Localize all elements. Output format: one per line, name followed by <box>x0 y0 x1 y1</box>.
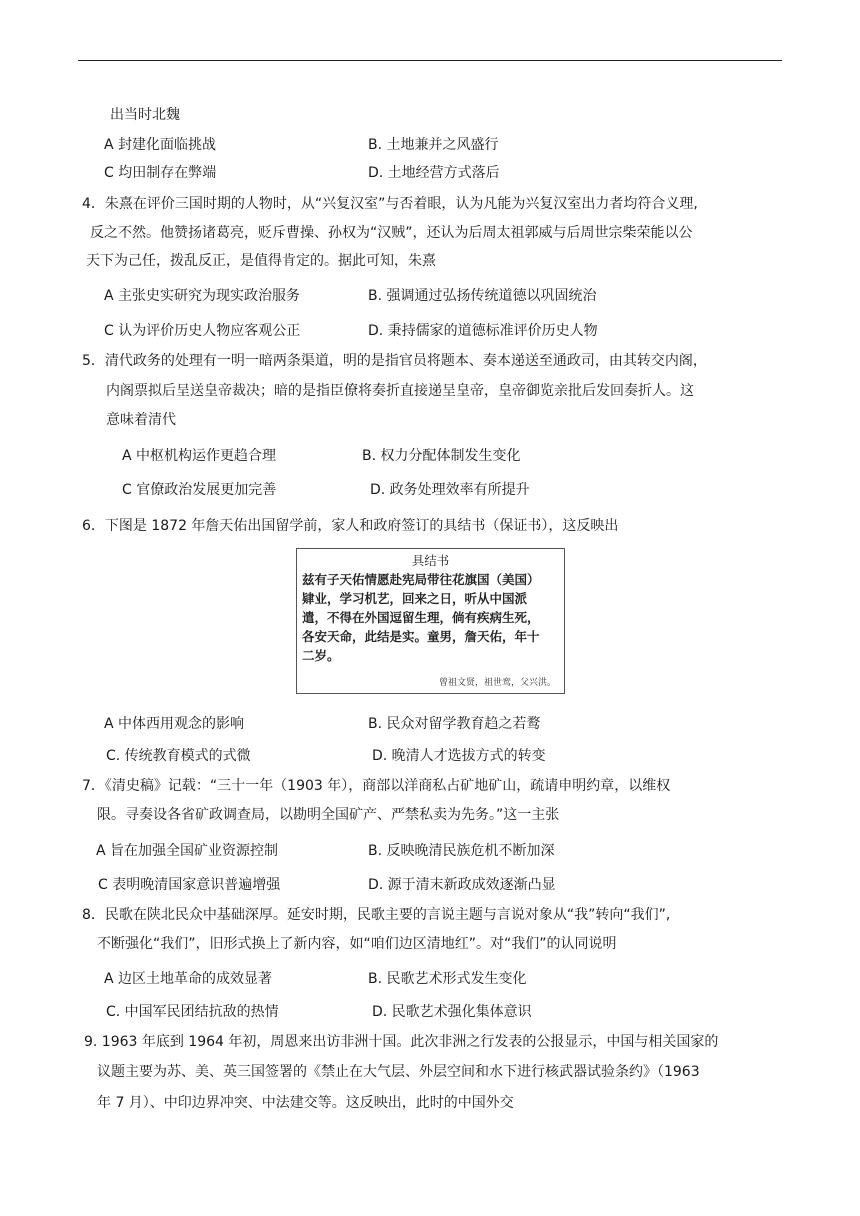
q7-option-d: D. 源于清末新政成效逐渐凸显 <box>368 877 556 893</box>
certificate-signature: 曾祖文贤，祖世鸾，父兴洪。 <box>438 678 556 688</box>
q4-option-d: D. 秉持儒家的道德标准评价历史人物 <box>368 323 598 339</box>
q8-option-b: B. 民歌艺术形式发生变化 <box>368 971 527 987</box>
q5-option-b: B. 权力分配体制发生变化 <box>362 448 521 464</box>
q7-stem-line: 限。寻奏设各省矿政调查局，以勘明全国矿产、严禁私卖为先务。”这一主张 <box>97 807 560 823</box>
certificate-text-line: 兹有子天佑情愿赴宪局带往花旗国（美国） <box>302 572 540 587</box>
q6-option-a: A 中体西用观念的影响 <box>104 716 245 732</box>
q7-option-c: C 表明晚清国家意识普遍增强 <box>98 877 281 893</box>
q4-option-a: A 主张史实研究为现实政治服务 <box>104 288 301 304</box>
q6-option-b: B. 民众对留学教育趋之若鹜 <box>368 716 541 732</box>
q7-stem-line: 7．《清史稿》记载：“三十一年（1903 年），商部以洋商私占矿地矿山，疏请申明约章，以维权 <box>82 778 671 794</box>
q7-option-b: B. 反映晚清民族危机不断加深 <box>368 843 555 859</box>
q5-option-d: D. 政务处理效率有所提升 <box>370 482 530 498</box>
certificate-text-line: 二岁。 <box>302 648 340 663</box>
q3-option-c: C 均田制存在弊端 <box>104 165 217 181</box>
q8-option-c: C. 中国军民团结抗敌的热情 <box>106 1004 279 1020</box>
q5-stem-line: 5．清代政务的处理有一明一暗两条渠道，明的是指官员将题本、奏本递送至通政司，由其转交内阁， <box>82 353 707 369</box>
certificate-text-line: 肄业，学习机艺，回来之日，听从中国派 <box>302 591 528 606</box>
q9-stem-line: 议题主要为苏、美、英三国签署的《禁止在大气层、外层空间和水下进行核武器试验条约》（1963 <box>97 1064 700 1080</box>
q7-option-a: A 旨在加强全国矿业资源控制 <box>96 843 279 859</box>
q6-option-c: C. 传统教育模式的式微 <box>106 748 251 764</box>
q5-option-c: C 官僚政治发展更加完善 <box>122 482 277 498</box>
q5-option-a: A 中枢机构运作更趋合理 <box>122 448 277 464</box>
q4-stem-line: 反之不然。他赞扬诸葛亮，贬斥曹操、孙权为“汉贼”，还认为后周太祖郭威与后周世宗柴荣能以公 <box>90 225 693 241</box>
q5-stem-line: 意味着清代 <box>106 412 176 428</box>
q4-stem-line: 4．朱熹在评价三国时期的人物时，从“兴复汉室”与否着眼，认为凡能为兴复汉室出力者均符合义理, <box>82 196 698 212</box>
q3-option-d: D. 土地经营方式落后 <box>368 165 500 181</box>
guarantee-certificate-image <box>296 548 565 694</box>
q9-stem-line: 9. 1963 年底到 1964 年初，周恩来出访非洲十国。此次非洲之行发表的公报显示，中国与相关国家的 <box>84 1034 719 1050</box>
q5-stem-line: 内阁票拟后呈送皇帝裁决；暗的是指臣僚将奏折直接递呈皇帝，皇帝御览亲批后发回奏折人。这 <box>106 383 694 399</box>
certificate-text-line: 各安天命，此结是实。童男，詹天佑，年十 <box>302 629 540 644</box>
q8-stem-line: 不断强化“我们”，旧形式换上了新内容，如“咱们边区清地红”。对“我们”的认同说明 <box>97 936 617 952</box>
q3-option-b: B. 土地兼并之风盛行 <box>368 137 499 153</box>
q8-stem-line: 8．民歌在陕北民众中基础深厚。延安时期，民歌主要的言说主题与言说对象从“我”转向“我们”, <box>82 907 671 923</box>
q6-stem-line: 6．下图是 1872 年詹天佑出国留学前，家人和政府签订的具结书（保证书），这反映出 <box>82 518 619 534</box>
q3-option-a: A 封建化面临挑战 <box>104 137 217 153</box>
q6-option-d: D. 晚清人才选拔方式的转变 <box>372 748 546 764</box>
q4-option-b: B. 强调通过弘扬传统道德以巩固统治 <box>368 288 597 304</box>
header-rule <box>78 60 782 61</box>
q8-option-a: A 边区土地革命的成效显著 <box>104 971 273 987</box>
q4-stem-line: 天下为己任，拨乱反正，是值得肯定的。据此可知，朱熹 <box>86 253 436 269</box>
q9-stem-line: 年 7 月）、中印边界冲突、中法建交等。这反映出，此时的中国外交 <box>97 1095 514 1111</box>
certificate-title: 具结书 <box>411 553 450 568</box>
q8-option-d: D. 民歌艺术强化集体意识 <box>372 1004 532 1020</box>
q4-option-c: C 认为评价历史人物应客观公正 <box>104 323 301 339</box>
certificate-text-line: 遣，不得在外国逗留生理，倘有疾病生死， <box>302 610 540 625</box>
q3-continuation: 出当时北魏 <box>110 107 180 123</box>
